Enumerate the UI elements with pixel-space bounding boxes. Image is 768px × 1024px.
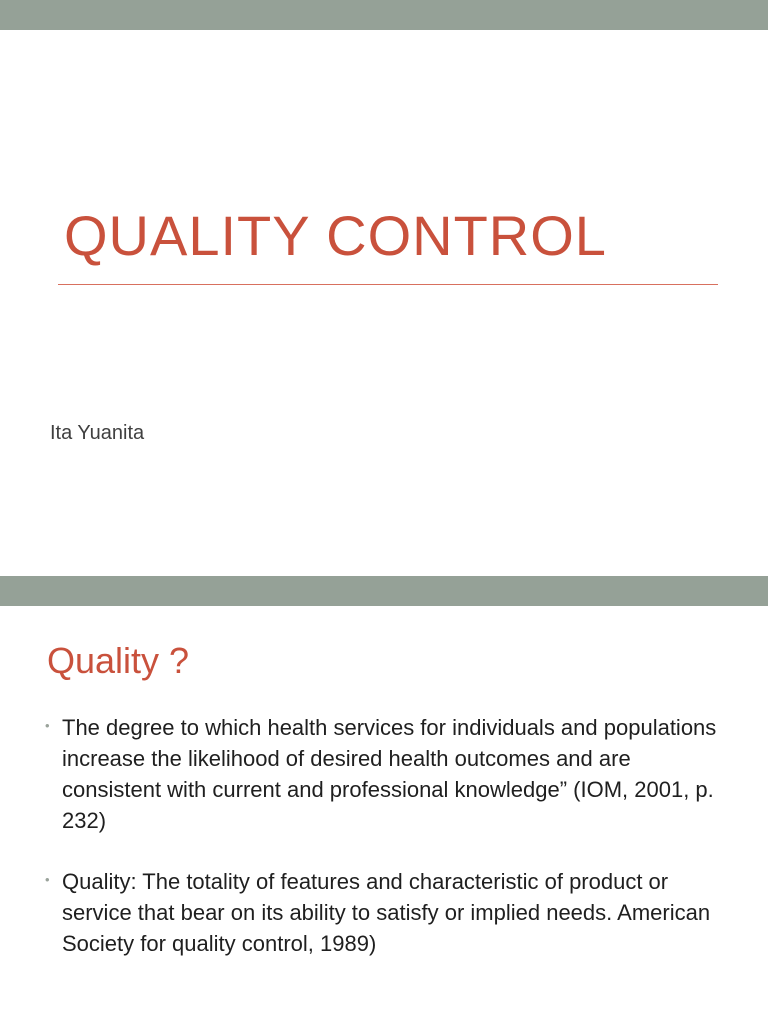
slide-heading: Quality ?: [47, 640, 190, 681]
bullet-list: [44, 712, 724, 989]
bullet-dot-icon: •: [45, 872, 50, 887]
slide-subtitle-author: Ita Yuanita: [50, 422, 145, 444]
slide-2-content: [0, 576, 768, 1024]
bullet-text: Quality: The totality of features and characteristic of product or service that bear on its ability to satisfy or implied needs. American Society for quality control, 1989): [62, 869, 711, 956]
slide-title: QUALITY CONTROL: [64, 204, 607, 267]
bullet-text: The degree to which health services for individuals and populations increase the likelihood of desired health outcomes and are consistent with current and professional knowledge” (IOM, 2001, p. 232): [62, 715, 717, 833]
bullet-dot-icon: •: [45, 718, 50, 733]
bullet-item-definition-iom: [44, 712, 724, 836]
title-underline: [58, 284, 718, 285]
bullet-item-definition-asqc: [44, 866, 724, 959]
slide-1-top-bar: [0, 0, 768, 30]
slide-2-top-bar: [0, 576, 768, 606]
